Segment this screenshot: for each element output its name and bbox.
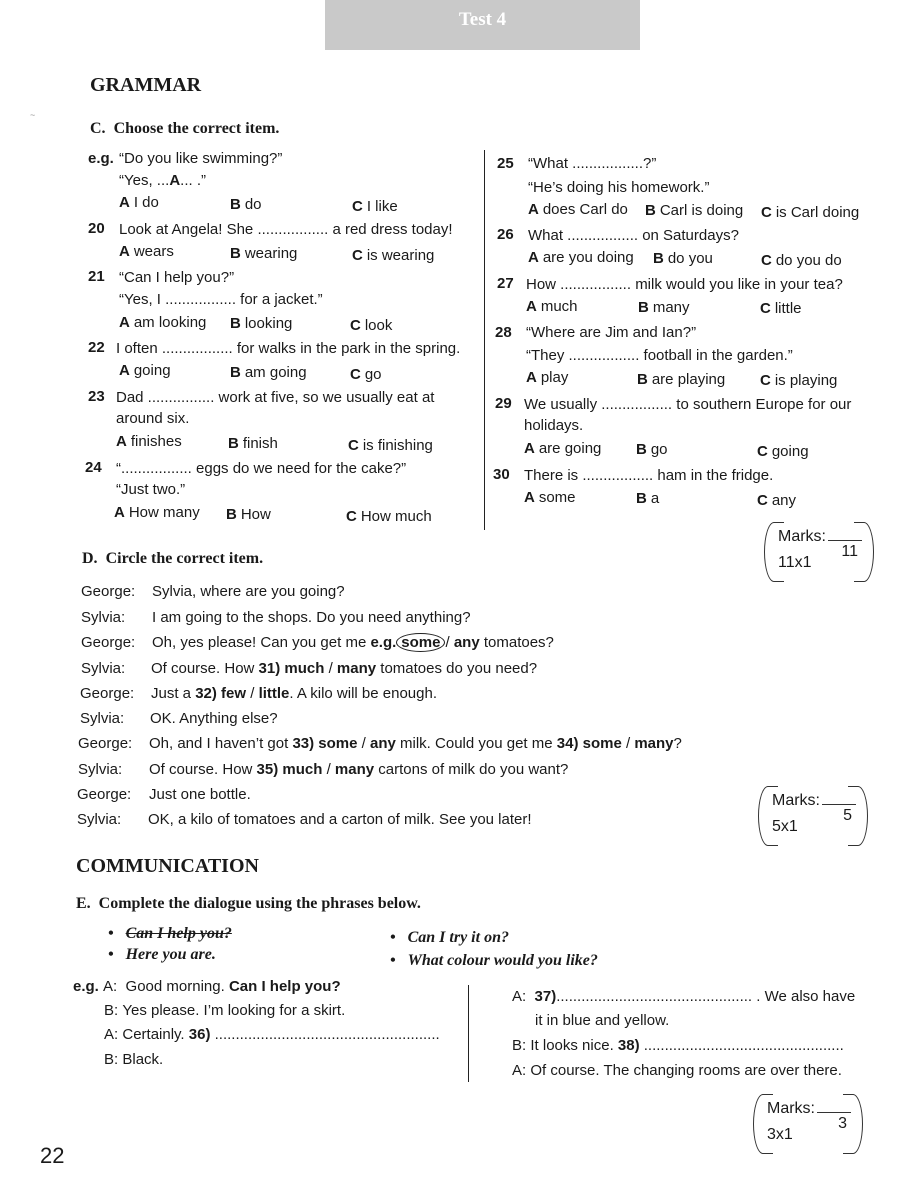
column-divider (484, 150, 485, 530)
q25-option-a[interactable]: A does Carl do (528, 201, 628, 218)
dialog-d-line-9: George: Just one bottle. (77, 786, 251, 803)
q22-option-b[interactable]: B am going (230, 364, 307, 381)
dialog-divider (468, 985, 469, 1082)
section-d-instruction: Circle the correct item. (105, 550, 264, 567)
phrase-1: • Can I help you? (108, 925, 232, 942)
dialog-d-line-5: George: Just a 32) few / little. A kilo will be enough. (80, 685, 438, 702)
q28-text1: “Where are Jim and Ian?” (526, 324, 697, 341)
q29-text2: holidays. (524, 417, 584, 434)
stray-mark: ~ (30, 110, 36, 120)
q20-number: 20 (88, 220, 105, 237)
section-e-letter: E. (76, 895, 91, 912)
choice-33-some[interactable]: 33) some (292, 735, 358, 752)
section-c-letter: C. (90, 120, 106, 137)
q21-option-c[interactable]: C look (350, 317, 393, 334)
q30-option-b[interactable]: B a (636, 490, 660, 507)
q25-text2: “He’s doing his homework.” (528, 179, 710, 196)
q20-option-a[interactable]: A wears (119, 243, 174, 260)
dialog-e-line-3: A: Certainly. 36) ...................................................... (104, 1026, 440, 1043)
q25-number: 25 (497, 155, 514, 172)
q22-option-a[interactable]: A going (119, 362, 171, 379)
answer-36-blank[interactable]: ...................................................... (210, 1026, 440, 1043)
section-e-instruction: Complete the dialogue using the phrases below. (98, 895, 421, 912)
q23-option-a[interactable]: A finishes (116, 433, 182, 450)
q25-option-c[interactable]: C is Carl doing (761, 204, 860, 221)
choice-any-eg[interactable]: any (453, 634, 480, 651)
q26-option-c[interactable]: C do you do (761, 252, 842, 269)
q29-number: 29 (495, 395, 512, 412)
q26-number: 26 (497, 226, 514, 243)
eg-question: “Do you like swimming?” (119, 150, 283, 167)
q22-option-c[interactable]: C go (350, 366, 382, 383)
q21-text1: “Can I help you?” (119, 269, 235, 286)
q27-option-c[interactable]: C little (760, 300, 802, 317)
section-c-heading (90, 120, 279, 138)
circled-some[interactable]: some (396, 633, 445, 652)
q20-option-b[interactable]: B wearing (230, 245, 298, 262)
answer-37-blank[interactable]: ............................................... . We also have (556, 988, 856, 1005)
marks-d-label: Marks: (772, 792, 820, 809)
choice-31-many[interactable]: many (336, 660, 377, 677)
q24-option-b[interactable]: B How (226, 506, 271, 523)
grammar-heading: GRAMMAR (90, 74, 202, 96)
marks-d-total: 5 (822, 804, 856, 825)
dialog-e-line-2: B: Yes please. I’m looking for a skirt. (104, 1002, 346, 1019)
page-number: 22 (40, 1143, 65, 1168)
q28-option-b[interactable]: B are playing (637, 371, 726, 388)
q25-option-b[interactable]: B Carl is doing (645, 202, 744, 219)
section-d-letter: D. (82, 550, 98, 567)
q21-number: 21 (88, 268, 105, 285)
answer-38-blank[interactable]: ................................................ (639, 1037, 844, 1054)
marks-box-d (758, 786, 868, 846)
dialog-d-line-4: Sylvia: Of course. How 31) much / many tomatoes do you need? (81, 660, 538, 677)
phrase-4: • What colour would you like? (390, 952, 598, 969)
dialog-d-line-8: Sylvia: Of course. How 35) much / many cartons of milk do you want? (78, 761, 569, 778)
marks-e-multiplier: 3x1 (767, 1126, 793, 1143)
marks-e-total: 3 (817, 1112, 851, 1133)
marks-e-label: Marks: (767, 1100, 815, 1117)
q30-option-c[interactable]: C any (757, 492, 797, 509)
choice-35-many[interactable]: many (334, 761, 375, 778)
q28-option-c[interactable]: C is playing (760, 372, 838, 389)
dialog-e-line-4: B: Black. (104, 1051, 164, 1068)
q27-option-b[interactable]: B many (638, 299, 690, 316)
test-tab (325, 0, 640, 50)
phrase-2: • Here you are. (108, 946, 216, 963)
eg-option-b[interactable]: B do (230, 196, 262, 213)
q21-option-a[interactable]: A am looking (119, 314, 207, 331)
marks-box-c (764, 522, 874, 582)
q26-option-b[interactable]: B do you (653, 250, 713, 267)
dialog-e-line-1: e.g. A: Good morning. Can I help you? (73, 978, 341, 995)
section-d-heading (82, 550, 263, 568)
q29-option-b[interactable]: B go (636, 441, 668, 458)
q29-option-c[interactable]: C going (757, 443, 809, 460)
dialog-d-line-6: Sylvia: OK. Anything else? (80, 710, 278, 727)
choice-31-much[interactable]: 31) much (258, 660, 325, 677)
q23-number: 23 (88, 388, 105, 405)
q23-text2: around six. (116, 410, 190, 427)
q22-number: 22 (88, 339, 105, 356)
communication-heading: COMMUNICATION (76, 855, 259, 877)
q22-text: I often ................. for walks in the park in the spring. (116, 340, 461, 357)
q27-text: How ................. milk would you like in your tea? (526, 276, 843, 293)
q20-text: Look at Angela! She ................. a red dress today! (119, 221, 453, 238)
dialog-e-line-5: A: 37)............................................... . We also have (512, 988, 856, 1005)
q24-option-a[interactable]: A How many (114, 504, 200, 521)
q26-text: What ................. on Saturdays? (528, 227, 739, 244)
section-c-instruction: Choose the correct item. (113, 120, 280, 137)
choice-34-many[interactable]: many (634, 735, 674, 752)
marks-c-multiplier: 11x1 (778, 554, 812, 571)
q29-text1: We usually ................. to southern Europe for our (524, 396, 852, 413)
dialog-d-line-2: Sylvia: I am going to the shops. Do you need anything? (81, 609, 471, 626)
choice-32-few[interactable]: 32) few (195, 685, 247, 702)
dialog-e-line-6: it in blue and yellow. (535, 1012, 670, 1029)
dialog-d-line-7: George: Oh, and I haven’t got 33) some / any milk. Could you get me 34) some / many? (78, 735, 682, 752)
dialog-d-line-3: George: Oh, yes please! Can you get me e.g. some / any tomatoes? (81, 634, 554, 651)
dialog-e-line-8: A: Of course. The changing rooms are over there. (512, 1062, 842, 1079)
dialog-d-line-1: George: Sylvia, where are you going? (81, 583, 345, 600)
q21-text2: “Yes, I ................. for a jacket.” (119, 291, 323, 308)
q23-option-b[interactable]: B finish (228, 435, 278, 452)
q24-text1: “................. eggs do we need for the cake?” (116, 460, 407, 477)
q30-text: There is ................. ham in the fridge. (524, 467, 774, 484)
q28-text2: “They ................. football in the garden.” (526, 347, 793, 364)
q24-number: 24 (85, 459, 102, 476)
q25-text1: “What .................?” (528, 155, 657, 172)
eg-label: e.g. (88, 150, 114, 167)
q28-option-a[interactable]: A play (526, 369, 569, 386)
eg-answer-line: “Yes, ...A... .” (119, 172, 206, 189)
q20-option-c[interactable]: C is wearing (352, 247, 435, 264)
choice-33-any[interactable]: any (370, 735, 396, 752)
phrase-3: • Can I try it on? (390, 929, 509, 946)
marks-box-e (753, 1094, 863, 1154)
q30-number: 30 (493, 466, 510, 483)
q28-number: 28 (495, 324, 512, 341)
eg-option-a[interactable]: A I do (119, 194, 159, 211)
q21-option-b[interactable]: B looking (230, 315, 293, 332)
marks-d-multiplier: 5x1 (772, 818, 798, 835)
q27-number: 27 (497, 275, 514, 292)
eg-option-c[interactable]: C I like (352, 198, 398, 215)
marks-c-label: Marks: (778, 528, 826, 545)
q24-option-c[interactable]: C How much (346, 508, 432, 525)
marks-c-total: 11 (828, 540, 862, 561)
dialog-d-line-10: Sylvia: OK, a kilo of tomatoes and a carton of milk. See you later! (77, 811, 532, 828)
dialog-e-line-7: B: It looks nice. 38) ................................................ (512, 1037, 844, 1054)
test-title: Test 4 (458, 9, 507, 30)
choice-34-some[interactable]: 34) some (556, 735, 622, 752)
section-e-heading (76, 895, 421, 913)
q23-option-c[interactable]: C is finishing (348, 437, 433, 454)
choice-32-little[interactable]: little (258, 685, 290, 702)
q27-option-a[interactable]: A much (526, 298, 578, 315)
q30-option-a[interactable]: A some (524, 489, 576, 506)
q23-text1: Dad ................ work at five, so we usually eat at (116, 389, 435, 406)
q24-text2: “Just two.” (116, 481, 186, 498)
q26-option-a[interactable]: A are you doing (528, 249, 634, 266)
q29-option-a[interactable]: A are going (524, 440, 602, 457)
choice-35-much[interactable]: 35) much (256, 761, 323, 778)
